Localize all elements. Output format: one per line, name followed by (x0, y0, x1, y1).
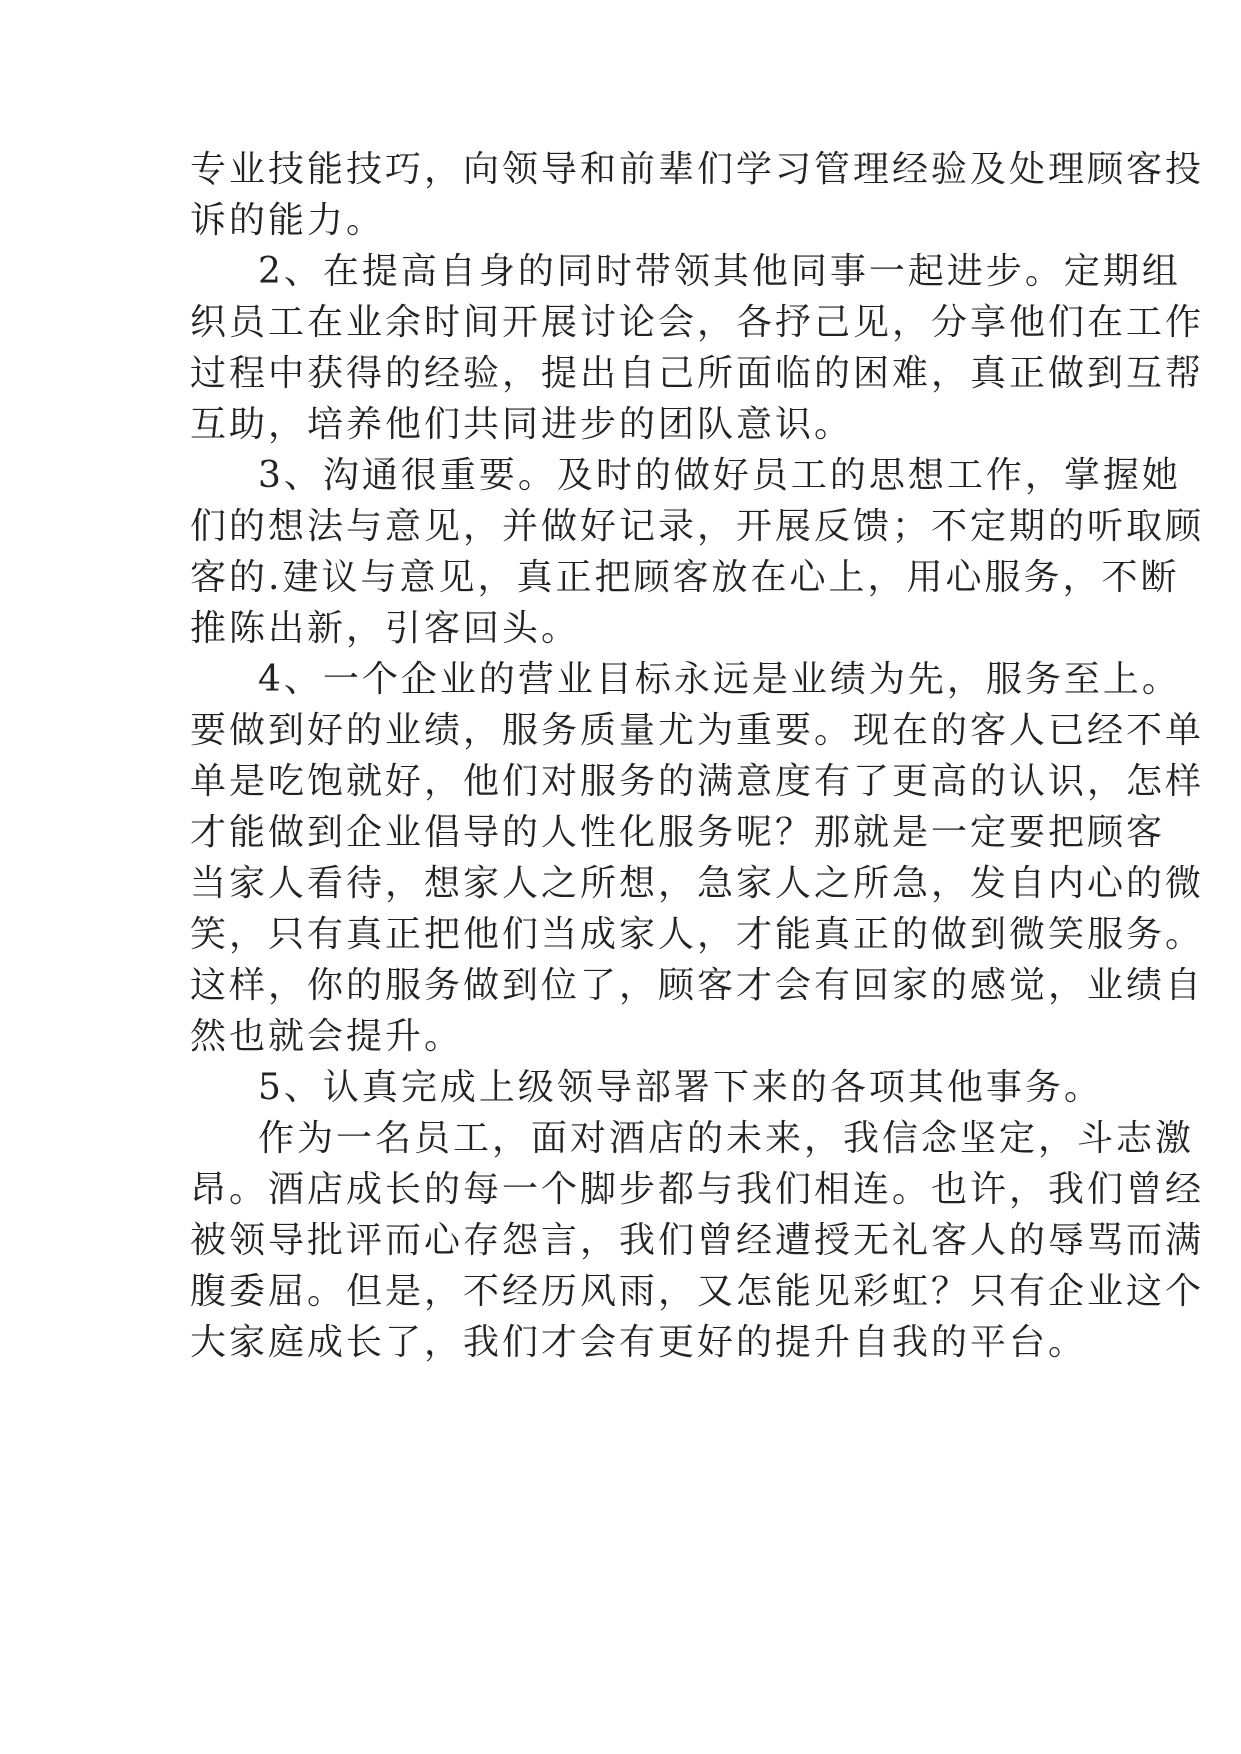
text-line: 推陈出新，引客回头。 (190, 608, 581, 649)
text-line: 要做到好的业绩，服务质量尤为重要。现在的客人已经不单 (190, 710, 1205, 751)
text-line: 诉的能力。 (190, 200, 386, 241)
paragraph-start-line: 作为一名员工，面对酒店的未来，我信念坚定，斗志激 (258, 1118, 1195, 1159)
text-line: 然也就会提升。 (190, 1016, 464, 1057)
text-line: 专业技能技巧，向领导和前辈们学习管理经验及处理顾客投 (190, 149, 1205, 190)
text-line: 才能做到企业倡导的人性化服务呢？那就是一定要把顾客 (190, 812, 1166, 853)
text-line: 大家庭成长了，我们才会有更好的提升自我的平台。 (190, 1322, 1088, 1363)
text-line: 过程中获得的经验，提出自己所面临的困难，真正做到互帮 (190, 353, 1205, 394)
text-line: 客的.建议与意见，真正把顾客放在心上，用心服务，不断 (190, 557, 1180, 598)
text-line: 织员工在业余时间开展讨论会，各抒己见，分享他们在工作 (190, 302, 1205, 343)
paragraph-start-line: 3、沟通很重要。及时的做好员工的思想工作，掌握她 (258, 455, 1181, 496)
text-line: 当家人看待，想家人之所想，急家人之所急，发自内心的微 (190, 863, 1205, 904)
text-line: 被领导批评而心存怨言，我们曾经遭授无礼客人的辱骂而满 (190, 1220, 1205, 1261)
paragraph-start-line: 4、一个企业的营业目标永远是业绩为先，服务至上。 (258, 659, 1181, 700)
text-line: 这样，你的服务做到位了，顾客才会有回家的感觉，业绩自 (190, 965, 1205, 1006)
text-line: 腹委屈。但是，不经历风雨，又怎能见彩虹？只有企业这个 (190, 1271, 1205, 1312)
text-line: 互助，培养他们共同进步的团队意识。 (190, 404, 854, 445)
paragraph-start-line: 2、在提高自身的同时带领其他同事一起进步。定期组 (258, 251, 1181, 292)
paragraph-start-line: 5、认真完成上级领导部署下来的各项其他事务。 (258, 1067, 1103, 1108)
text-line: 笑，只有真正把他们当成家人，才能真正的做到微笑服务。 (190, 914, 1205, 955)
text-line: 们的想法与意见，并做好记录，开展反馈；不定期的听取顾 (190, 506, 1205, 547)
text-line: 单是吃饱就好，他们对服务的满意度有了更高的认识，怎样 (190, 761, 1205, 802)
text-line: 昂。酒店成长的每一个脚步都与我们相连。也许，我们曾经 (190, 1169, 1205, 1210)
